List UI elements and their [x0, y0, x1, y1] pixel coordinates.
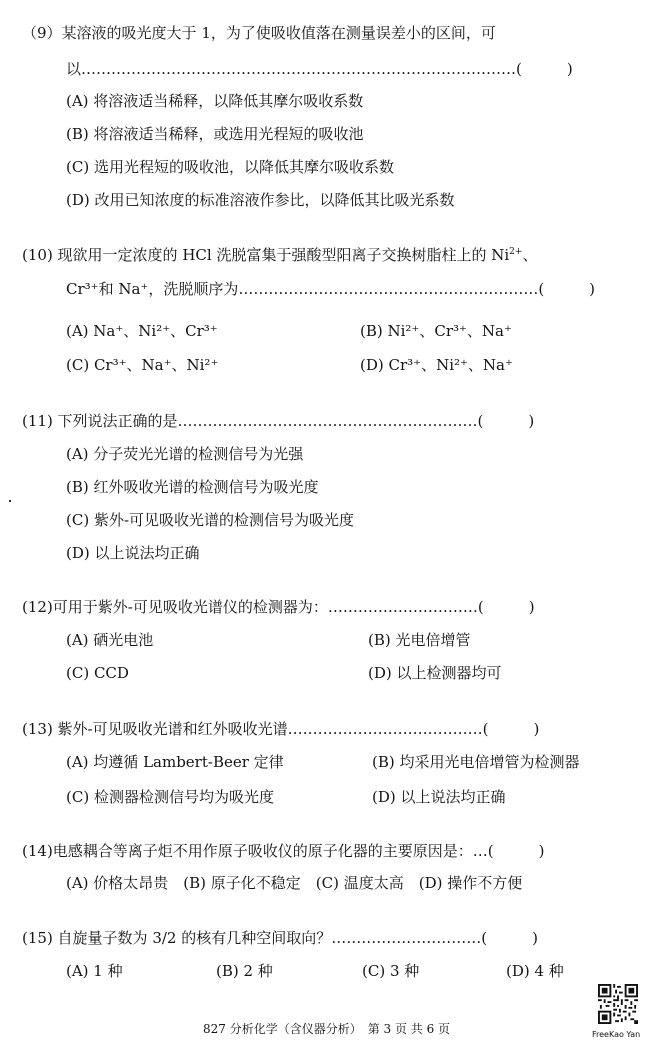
- q10-stem-line1: [22, 244, 537, 266]
- q15-option-c: (C) 3 种: [362, 962, 420, 980]
- q11-stem: (11) 下列说法正确的是……………………………………………………( ): [22, 412, 535, 430]
- q11-option-b: (B) 红外吸收光谱的检测信号为吸光度: [66, 478, 319, 496]
- q10-stem-line1-text: (10) 现欲用一定浓度的 HCl 洗脱富集于强酸型阳离子交换树脂柱上的 Ni: [22, 246, 510, 264]
- qr-code-icon: [598, 984, 638, 1024]
- q13-option-b: (B) 均采用光电倍增管为检测器: [372, 753, 580, 771]
- q9-stem-line2: 以……………………………………………………………………………( ): [66, 60, 573, 78]
- q9-option-d: (D) 改用已知浓度的标准溶液作参比，以降低其比吸光系数: [66, 191, 455, 209]
- q15-option-b: (B) 2 种: [216, 962, 273, 980]
- q12-option-b: (B) 光电倍增管: [368, 631, 471, 649]
- q13-option-d: (D) 以上说法均正确: [372, 788, 506, 806]
- q13-option-c: (C) 检测器检测信号均为吸光度: [66, 788, 274, 806]
- q11-option-d: (D) 以上说法均正确: [66, 544, 200, 562]
- q12-option-c: (C) CCD: [66, 664, 129, 682]
- q14-stem: (14)电感耦合等离子炬不用作原子吸收仪的原子化器的主要原因是：…( ): [22, 842, 545, 860]
- q13-stem: (13) 紫外-可见吸收光谱和红外吸收光谱…………………………………( ): [22, 720, 540, 738]
- q11-option-c: (C) 紫外-可见吸收光谱的检测信号为吸光度: [66, 511, 355, 529]
- q12-stem: (12)可用于紫外-可见吸收光谱仪的检测器为：…………………………( ): [22, 598, 535, 616]
- qr-caption: FreeKao Yan: [592, 1030, 641, 1039]
- q12-option-a: (A) 硒光电池: [66, 631, 154, 649]
- q10-option-c: (C) Cr³⁺、Na⁺、Ni²⁺: [66, 356, 219, 374]
- q12-option-d: (D) 以上检测器均可: [368, 664, 502, 682]
- scan-speck: [9, 500, 11, 502]
- q9-option-a: (A) 将溶液适当稀释，以降低其摩尔吸收系数: [66, 92, 364, 110]
- q9-stem-line1: （9）某溶液的吸光度大于 1，为了使吸收值落在测量误差小的区间，可: [22, 24, 496, 42]
- q15-option-d: (D) 4 种: [506, 962, 564, 980]
- q11-option-a: (A) 分子荧光光谱的检测信号为光强: [66, 445, 304, 463]
- q10-option-d: (D) Cr³⁺、Ni²⁺、Na⁺: [360, 356, 513, 374]
- q10-stem-line2: Cr³⁺和 Na⁺，洗脱顺序为……………………………………………………( ): [66, 280, 596, 298]
- q9-option-b: (B) 将溶液适当稀释，或选用光程短的吸收池: [66, 125, 364, 143]
- q9-option-c: (C) 选用光程短的吸收池，以降低其摩尔吸收系数: [66, 158, 394, 176]
- q10-option-b: (B) Ni²⁺、Cr³⁺、Na⁺: [360, 322, 512, 340]
- q10-stem-line1-end: 、: [522, 246, 538, 264]
- q10-option-a: (A) Na⁺、Ni²⁺、Cr³⁺: [66, 322, 218, 340]
- page-footer: 827 分析化学（含仪器分析） 第 3 页 共 6 页: [202, 1022, 451, 1036]
- q14-options: (A) 价格太昂贵 (B) 原子化不稳定 (C) 温度太高 (D) 操作不方便: [66, 874, 523, 892]
- q15-option-a: (A) 1 种: [66, 962, 123, 980]
- q15-stem: (15) 自旋量子数为 3/2 的核有几种空间取向？…………………………( ): [22, 929, 538, 947]
- q13-option-a: (A) 均遵循 Lambert-Beer 定律: [66, 753, 284, 771]
- q10-stem-line1-sup: 2+: [509, 247, 523, 257]
